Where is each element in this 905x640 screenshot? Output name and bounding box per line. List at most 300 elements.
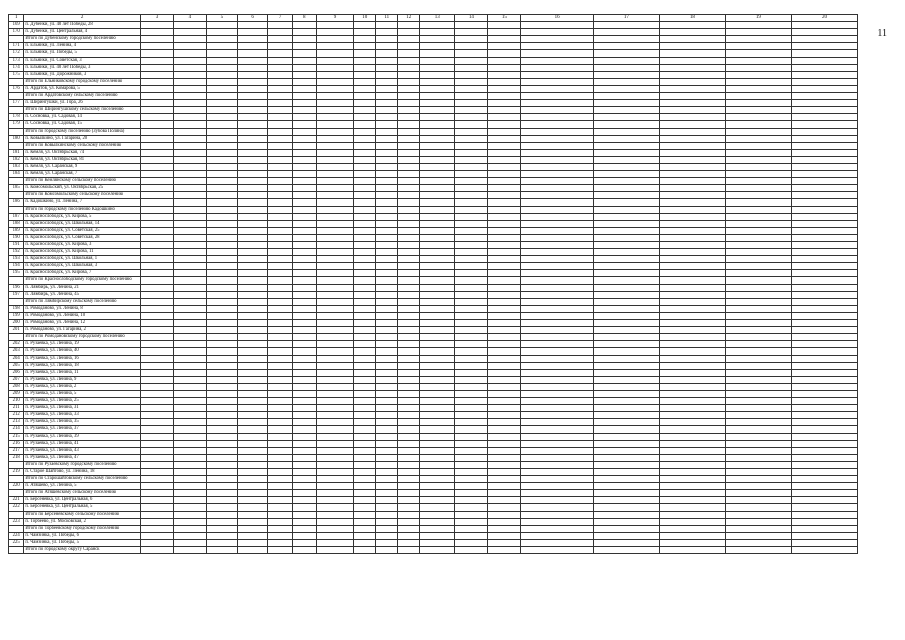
- table-cell: [206, 192, 237, 199]
- table-cell: [268, 518, 292, 525]
- table-cell: [376, 284, 398, 291]
- table-cell: [488, 497, 521, 504]
- table-cell: [140, 36, 173, 43]
- table-cell: [173, 220, 206, 227]
- table-cell: [173, 348, 206, 355]
- table-cell: [398, 185, 420, 192]
- table-cell: [725, 539, 791, 546]
- table-cell: [140, 532, 173, 539]
- table-cell: [206, 107, 237, 114]
- column-number: 17: [593, 15, 659, 22]
- table-cell: [206, 78, 237, 85]
- table-cell: [420, 539, 455, 546]
- table-cell: п. Рузаевка, ул. Ленина, 19: [24, 341, 141, 348]
- table-cell: [725, 305, 791, 312]
- table-cell: [398, 50, 420, 57]
- table-cell: [268, 469, 292, 476]
- table-cell: [488, 369, 521, 376]
- table-cell: [237, 121, 268, 128]
- table-cell: [140, 71, 173, 78]
- table-cell: [455, 476, 488, 483]
- table-cell: п. Краснослободск, ул. Школьная, 3: [24, 263, 141, 270]
- table-cell: [398, 234, 420, 241]
- table-cell: п. Рузаевка, ул. Ленина, 16: [24, 355, 141, 362]
- table-cell: [659, 305, 725, 312]
- table-cell: [268, 305, 292, 312]
- table-cell: [791, 36, 857, 43]
- table-cell: [292, 547, 316, 554]
- table-cell: [593, 362, 659, 369]
- table-cell: [420, 36, 455, 43]
- table-cell: [292, 376, 316, 383]
- table-cell: п. Рузаевка, ул. Ленина, 37: [24, 426, 141, 433]
- table-cell: [268, 256, 292, 263]
- table-cell: [376, 234, 398, 241]
- table-cell: [659, 135, 725, 142]
- table-cell: [725, 135, 791, 142]
- table-cell: [173, 78, 206, 85]
- table-cell: [488, 163, 521, 170]
- table-cell: [398, 362, 420, 369]
- table-cell: [398, 149, 420, 156]
- table-cell: [268, 327, 292, 334]
- table-cell: [140, 312, 173, 319]
- table-cell: [354, 390, 376, 397]
- table-cell: 196: [9, 284, 24, 291]
- table-cell: [292, 263, 316, 270]
- table-cell: [206, 227, 237, 234]
- table-cell: п. Ромоданово, ул. Ленина, 10: [24, 312, 141, 319]
- table-cell: [488, 327, 521, 334]
- table-cell: [173, 405, 206, 412]
- table-cell: [140, 390, 173, 397]
- table-cell: [268, 433, 292, 440]
- table-cell: [140, 419, 173, 426]
- table-cell: [206, 412, 237, 419]
- table-cell: [140, 398, 173, 405]
- table-cell: [206, 36, 237, 43]
- table-cell: [237, 213, 268, 220]
- table-cell: [659, 107, 725, 114]
- table-cell: [316, 518, 353, 525]
- table-cell: п. Ельники, ул. Ленина, 4: [24, 43, 141, 50]
- table-cell: [376, 291, 398, 298]
- table-cell: [455, 426, 488, 433]
- table-cell: [488, 405, 521, 412]
- table-cell: [593, 547, 659, 554]
- table-cell: Итого по Ельниковскому городскому поселению: [24, 78, 141, 85]
- table-cell: [173, 171, 206, 178]
- table-cell: п. Ельники, ул. Дорожников, 3: [24, 71, 141, 78]
- table-cell: [268, 440, 292, 447]
- table-cell: [173, 312, 206, 319]
- table-cell: [725, 525, 791, 532]
- table-cell: [292, 525, 316, 532]
- table-cell: [420, 29, 455, 36]
- table-cell: 173: [9, 57, 24, 64]
- table-cell: [455, 57, 488, 64]
- table-cell: [9, 490, 24, 497]
- table-cell: [455, 185, 488, 192]
- table-row: [9, 29, 858, 36]
- table-cell: [593, 433, 659, 440]
- table-row: [9, 64, 858, 71]
- table-cell: [140, 341, 173, 348]
- table-cell: [398, 78, 420, 85]
- table-cell: [659, 320, 725, 327]
- table-cell: [316, 213, 353, 220]
- table-cell: [488, 234, 521, 241]
- table-cell: Итого по Комсомольскому сельскому поселению: [24, 192, 141, 199]
- table-cell: [376, 36, 398, 43]
- table-cell: [791, 362, 857, 369]
- table-cell: [354, 156, 376, 163]
- table-cell: п. Кемля, ул. Саранская, 7: [24, 171, 141, 178]
- table-row: [9, 305, 858, 312]
- table-cell: [420, 135, 455, 142]
- table-cell: [420, 149, 455, 156]
- table-cell: [140, 263, 173, 270]
- table-cell: [173, 192, 206, 199]
- table-cell: [420, 490, 455, 497]
- table-cell: п. Краснослободск, ул. Школьная, 1: [24, 256, 141, 263]
- table-cell: 224: [9, 532, 24, 539]
- table-cell: [268, 85, 292, 92]
- table-cell: [659, 149, 725, 156]
- subtotal-row: [9, 107, 858, 114]
- table-cell: [659, 312, 725, 319]
- table-cell: [237, 525, 268, 532]
- table-cell: [376, 525, 398, 532]
- table-cell: [292, 390, 316, 397]
- table-cell: [140, 405, 173, 412]
- table-cell: [9, 78, 24, 85]
- table-cell: [376, 149, 398, 156]
- table-cell: [521, 390, 594, 397]
- table-cell: [659, 206, 725, 213]
- table-cell: п. Кадошкино, ул. Ленина, 7: [24, 199, 141, 206]
- table-cell: [292, 518, 316, 525]
- column-number: 13: [420, 15, 455, 22]
- table-cell: [354, 135, 376, 142]
- table-cell: [140, 213, 173, 220]
- table-cell: [292, 469, 316, 476]
- table-cell: [140, 50, 173, 57]
- table-cell: [488, 355, 521, 362]
- table-cell: [316, 305, 353, 312]
- subtotal-row: [9, 178, 858, 185]
- table-cell: [791, 518, 857, 525]
- table-cell: п. Ромоданово, ул. Гагарина, 2: [24, 327, 141, 334]
- table-cell: [398, 199, 420, 206]
- table-cell: [521, 71, 594, 78]
- table-cell: [398, 398, 420, 405]
- table-cell: [659, 263, 725, 270]
- table-cell: [488, 454, 521, 461]
- table-cell: [455, 220, 488, 227]
- table-cell: [455, 341, 488, 348]
- table-cell: [659, 412, 725, 419]
- table-cell: [206, 504, 237, 511]
- table-cell: [173, 341, 206, 348]
- table-cell: [659, 156, 725, 163]
- table-cell: [398, 192, 420, 199]
- subtotal-row: [9, 78, 858, 85]
- table-cell: [292, 270, 316, 277]
- table-cell: [354, 518, 376, 525]
- table-cell: 182: [9, 156, 24, 163]
- table-cell: [659, 128, 725, 135]
- table-cell: [237, 362, 268, 369]
- table-cell: [791, 93, 857, 100]
- table-cell: [725, 419, 791, 426]
- table-cell: [173, 114, 206, 121]
- table-cell: [206, 114, 237, 121]
- table-cell: [316, 22, 353, 29]
- table-cell: [791, 461, 857, 468]
- table-cell: [488, 547, 521, 554]
- table-cell: [488, 114, 521, 121]
- table-cell: [398, 135, 420, 142]
- table-cell: [140, 327, 173, 334]
- table-cell: [354, 142, 376, 149]
- table-cell: п. Старое Шайгово, ул. Ленина, 18: [24, 469, 141, 476]
- table-cell: [354, 163, 376, 170]
- table-cell: [206, 263, 237, 270]
- table-cell: [725, 192, 791, 199]
- table-cell: [593, 291, 659, 298]
- table-cell: [206, 121, 237, 128]
- table-cell: п. Атяшево, ул. Ленина, 5: [24, 483, 141, 490]
- table-cell: [659, 390, 725, 397]
- table-cell: [593, 128, 659, 135]
- table-cell: [268, 107, 292, 114]
- table-cell: [354, 454, 376, 461]
- table-row: [9, 518, 858, 525]
- table-cell: [140, 220, 173, 227]
- table-cell: [398, 525, 420, 532]
- table-cell: [376, 426, 398, 433]
- table-cell: [354, 128, 376, 135]
- table-cell: [237, 93, 268, 100]
- table-cell: [398, 227, 420, 234]
- table-cell: [659, 36, 725, 43]
- table-cell: [316, 497, 353, 504]
- table-cell: [725, 461, 791, 468]
- table-cell: [455, 355, 488, 362]
- table-cell: [593, 383, 659, 390]
- table-cell: [173, 85, 206, 92]
- table-cell: [420, 234, 455, 241]
- table-cell: [268, 369, 292, 376]
- table-cell: [521, 93, 594, 100]
- table-cell: [140, 426, 173, 433]
- table-cell: [376, 29, 398, 36]
- table-cell: [237, 57, 268, 64]
- table-cell: [455, 334, 488, 341]
- table-cell: [268, 93, 292, 100]
- table-cell: [354, 376, 376, 383]
- table-cell: [316, 171, 353, 178]
- table-cell: [521, 383, 594, 390]
- table-cell: [206, 234, 237, 241]
- table-cell: [292, 206, 316, 213]
- table-cell: [791, 454, 857, 461]
- table-cell: [237, 270, 268, 277]
- table-cell: [376, 419, 398, 426]
- table-cell: [376, 362, 398, 369]
- table-cell: [268, 362, 292, 369]
- table-cell: [725, 57, 791, 64]
- table-row: [9, 270, 858, 277]
- table-cell: [455, 362, 488, 369]
- table-cell: [420, 277, 455, 284]
- table-cell: п. Лямбирь, ул. Ленина, 45: [24, 291, 141, 298]
- table-cell: [420, 320, 455, 327]
- table-cell: [292, 185, 316, 192]
- table-cell: [237, 171, 268, 178]
- table-cell: [316, 504, 353, 511]
- table-cell: [140, 461, 173, 468]
- table-cell: [268, 192, 292, 199]
- table-cell: [376, 135, 398, 142]
- table-cell: [376, 412, 398, 419]
- table-cell: [140, 29, 173, 36]
- table-cell: 169: [9, 22, 24, 29]
- table-cell: [376, 85, 398, 92]
- table-cell: [140, 383, 173, 390]
- table-cell: [725, 277, 791, 284]
- table-cell: [398, 142, 420, 149]
- table-cell: [268, 312, 292, 319]
- table-cell: [206, 376, 237, 383]
- table-cell: [140, 291, 173, 298]
- table-cell: [420, 199, 455, 206]
- table-cell: п. Кемля, ул. Саранская, 9: [24, 163, 141, 170]
- table-cell: [455, 532, 488, 539]
- table-cell: [292, 36, 316, 43]
- table-cell: [268, 43, 292, 50]
- table-cell: [791, 433, 857, 440]
- table-cell: [237, 128, 268, 135]
- table-cell: [455, 390, 488, 397]
- table-cell: 181: [9, 149, 24, 156]
- table-cell: [376, 433, 398, 440]
- table-cell: [725, 547, 791, 554]
- table-cell: [791, 234, 857, 241]
- table-row: [9, 171, 858, 178]
- table-cell: [173, 539, 206, 546]
- table-cell: [173, 327, 206, 334]
- table-cell: п. Рузаевка, ул. Ленина, 35: [24, 419, 141, 426]
- table-cell: [420, 547, 455, 554]
- table-cell: [173, 100, 206, 107]
- subtotal-row: [9, 511, 858, 518]
- table-cell: [725, 199, 791, 206]
- table-cell: [455, 206, 488, 213]
- table-row: [9, 454, 858, 461]
- table-cell: [140, 22, 173, 29]
- table-cell: [398, 206, 420, 213]
- table-cell: [420, 142, 455, 149]
- table-row: [9, 242, 858, 249]
- table-cell: [237, 234, 268, 241]
- table-cell: [398, 213, 420, 220]
- table-cell: [455, 511, 488, 518]
- table-cell: [521, 298, 594, 305]
- table-cell: [206, 291, 237, 298]
- table-cell: [420, 341, 455, 348]
- table-cell: [488, 305, 521, 312]
- table-cell: [354, 320, 376, 327]
- table-cell: [140, 362, 173, 369]
- table-cell: [398, 121, 420, 128]
- table-cell: [173, 156, 206, 163]
- subtotal-row: [9, 476, 858, 483]
- table-cell: [140, 256, 173, 263]
- table-cell: [521, 426, 594, 433]
- table-cell: [398, 263, 420, 270]
- table-cell: [593, 298, 659, 305]
- table-cell: [173, 71, 206, 78]
- table-cell: [206, 128, 237, 135]
- table-cell: [455, 71, 488, 78]
- table-cell: Итого по Дубенскому городскому поселению: [24, 36, 141, 43]
- table-cell: [725, 206, 791, 213]
- table-cell: [237, 178, 268, 185]
- table-cell: [521, 461, 594, 468]
- table-cell: [791, 227, 857, 234]
- table-cell: [206, 433, 237, 440]
- table-cell: [292, 426, 316, 433]
- table-cell: [593, 85, 659, 92]
- table-cell: [140, 497, 173, 504]
- table-cell: [292, 135, 316, 142]
- table-cell: [593, 483, 659, 490]
- table-cell: [521, 220, 594, 227]
- table-cell: [376, 64, 398, 71]
- table-cell: [316, 156, 353, 163]
- table-cell: [659, 227, 725, 234]
- table-cell: [420, 100, 455, 107]
- table-cell: [268, 284, 292, 291]
- table-cell: [488, 121, 521, 128]
- table-cell: [593, 355, 659, 362]
- table-cell: [206, 419, 237, 426]
- table-cell: [376, 312, 398, 319]
- table-cell: п. Чамзинка, ул. Победы, 5: [24, 539, 141, 546]
- table-cell: п. Берсеневка, ул. Центральная, 6: [24, 497, 141, 504]
- table-cell: [376, 454, 398, 461]
- table-cell: [521, 419, 594, 426]
- table-cell: [488, 348, 521, 355]
- table-cell: [9, 128, 24, 135]
- table-cell: [376, 156, 398, 163]
- table-cell: [455, 171, 488, 178]
- table-cell: [659, 483, 725, 490]
- table-cell: 202: [9, 341, 24, 348]
- table-cell: [316, 71, 353, 78]
- table-cell: [659, 249, 725, 256]
- table-cell: [659, 383, 725, 390]
- table-cell: [725, 163, 791, 170]
- table-cell: [488, 412, 521, 419]
- table-cell: [521, 85, 594, 92]
- table-cell: [521, 114, 594, 121]
- table-cell: [521, 412, 594, 419]
- table-cell: [455, 320, 488, 327]
- table-cell: [420, 57, 455, 64]
